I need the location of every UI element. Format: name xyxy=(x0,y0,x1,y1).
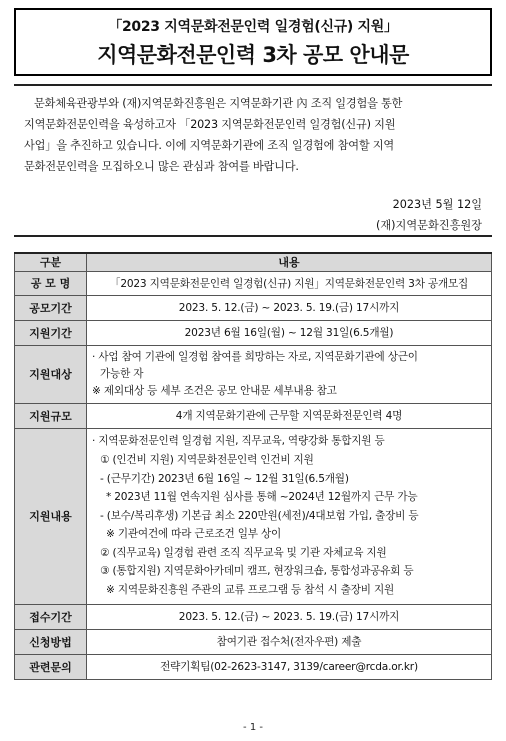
content-line: ① (인건비 지원) 지역문화전문인력 인건비 지원 xyxy=(100,453,314,466)
row-label: 지원규모 xyxy=(15,403,87,428)
column-header-category: 구분 xyxy=(15,253,87,271)
intro-signature xyxy=(376,194,482,236)
table-row xyxy=(15,345,492,403)
recruitment-table xyxy=(14,252,492,680)
content-line: · 지역문화전문인력 일경험 지원, 직무교육, 역량강화 통합지원 등 xyxy=(92,435,385,448)
table-row xyxy=(15,320,492,345)
content-line: * 2023년 11월 연속지원 심사를 통해 ~2024년 12월까지 근무 가능 xyxy=(106,491,418,504)
intro-line: 문화체육관광부와 (재)지역문화진흥원은 지역문화기관 內 조직 일경험을 통한 xyxy=(34,97,403,110)
table-row xyxy=(15,271,492,295)
page-number: - 1 - xyxy=(243,722,263,733)
row-value: 4개 지역문화기관에 근무할 지역문화전문인력 4명 xyxy=(87,403,492,428)
row-label: 공 모 명 xyxy=(15,271,87,295)
document-subtitle: 「2023 지역문화전문인력 일경험(신규) 지원」 xyxy=(108,19,398,35)
document-title: 지역문화전문인력 3차 공모 안내문 xyxy=(97,43,409,67)
table-row xyxy=(15,428,492,604)
row-value: 「2023 지역문화전문인력 일경험(신규) 지원」지역문화전문인력 3차 공개모집 xyxy=(87,271,492,295)
row-label: 관련문의 xyxy=(15,654,87,679)
content-line: - (근무기간) 2023년 6월 16일 ~ 12월 31일(6.5개월) xyxy=(100,472,349,485)
table-row xyxy=(15,629,492,654)
target-note: ※ 제외대상 등 세부 조건은 공모 안내문 세부내용 참고 xyxy=(92,384,337,397)
target-line: · 사업 참여 기관에 일경험 참여를 희망하는 자로, 지역문화기관에 상근이 xyxy=(92,350,418,363)
content-line: - (보수/복리후생) 기본급 최소 220만원(세전)/4대보험 가입, 출장비 등 xyxy=(100,509,419,522)
table-row xyxy=(15,403,492,428)
intro-issuer: (재)지역문화진흥원장 xyxy=(376,219,482,232)
row-label: 공모기간 xyxy=(15,295,87,320)
content-line: ※ 지역문화진흥원 주관의 교류 프로그램 등 참석 시 출장비 지원 xyxy=(106,584,395,597)
content-line: ※ 기관여건에 따라 근로조건 일부 상이 xyxy=(106,528,282,541)
intro-date: 2023년 5월 12일 xyxy=(392,198,482,211)
table-row xyxy=(15,295,492,320)
column-header-content: 내용 xyxy=(87,253,492,271)
intro-line: 사업」을 추진하고 있습니다. 이에 지역문화기관에 조직 일경험에 참여할 지역 xyxy=(24,139,395,152)
row-value: 참여기관 접수처(전자우편) 제출 xyxy=(87,629,492,654)
intro-line: 문화전문인력을 모집하오니 많은 관심과 참여를 바랍니다. xyxy=(24,160,299,173)
row-value: 2023년 6월 16일(월) ~ 12월 31일(6.5개월) xyxy=(87,320,492,345)
row-value xyxy=(87,428,492,604)
intro-paragraph xyxy=(24,93,482,177)
row-label: 신청방법 xyxy=(15,629,87,654)
row-value: 2023. 5. 12.(금) ~ 2023. 5. 19.(금) 17시까지 xyxy=(87,295,492,320)
table-header-row xyxy=(15,253,492,271)
table-row xyxy=(15,604,492,629)
row-label: 지원대상 xyxy=(15,345,87,403)
row-label: 지원기간 xyxy=(15,320,87,345)
intro-box xyxy=(14,84,492,237)
content-line: ③ (통합지원) 지역문화아카데미 캠프, 현장워크숍, 통합성과공유회 등 xyxy=(100,565,414,578)
intro-line: 지역문화전문인력을 육성하고자 「2023 지역문화전문인력 일경험(신규) 지원 xyxy=(24,118,396,131)
row-value xyxy=(87,345,492,403)
row-value: 2023. 5. 12.(금) ~ 2023. 5. 19.(금) 17시까지 xyxy=(87,604,492,629)
row-label: 접수기간 xyxy=(15,604,87,629)
row-label: 지원내용 xyxy=(15,428,87,604)
row-value: 전략기획팀(02-2623-3147, 3139/career@rcda.or.kr) xyxy=(87,654,492,679)
target-line: 가능한 자 xyxy=(100,367,144,380)
content-line: ② (직무교육) 일경험 관련 조직 직무교육 및 기관 자체교육 지원 xyxy=(100,546,387,559)
table-row xyxy=(15,654,492,679)
title-box xyxy=(14,8,492,76)
